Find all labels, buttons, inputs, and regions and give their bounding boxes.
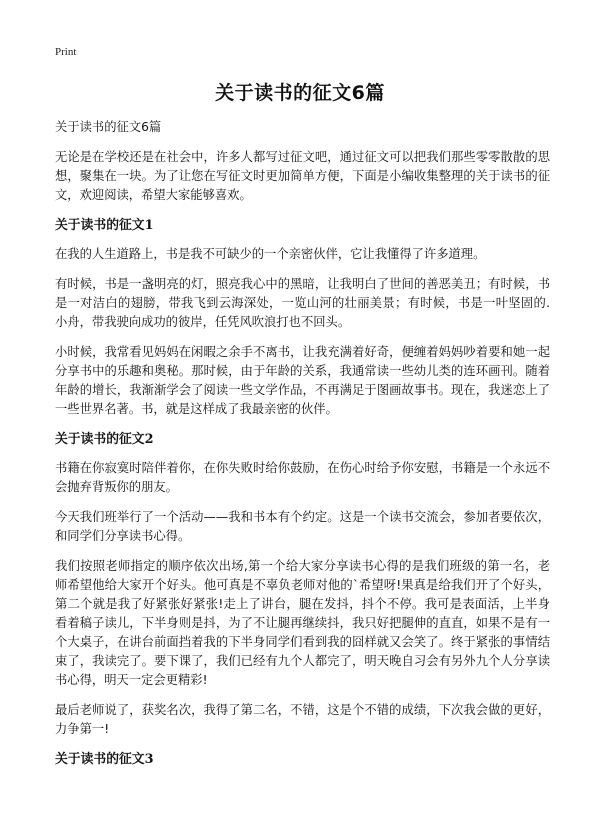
print-link[interactable]: Print xyxy=(55,46,77,58)
intro-paragraph: 无论是在学校还是在社会中，许多人都写过征文吧，通过征文可以把我们那些零零散散的思想，聚集在一块。为了让您在写征文时更加简单方便，下面是小编收集整理的关于读书的征文，欢迎阅读，希望大家能够喜欢。 xyxy=(55,150,550,202)
section-heading-1: 关于读书的征文1 xyxy=(55,218,154,233)
article-subtitle: 关于读书的征文6篇 xyxy=(55,120,162,134)
section-heading-2: 关于读书的征文2 xyxy=(55,432,154,447)
section-1-paragraph-3: 小时候，我常看见妈妈在闲暇之余手不离书，让我充满着好奇，便缠着妈妈吵着要和她一起分享书中的乐趣和奥秘。那时候，由于年龄的关系，我通常读一些幼儿类的连环画刊。随着年龄的增长，我渐渐学会了阅读一些文学作品，不再满足于图画故事书。现在，我迷恋上了一些世界名著。书，就是这样成了我最亲密的伙伴。 xyxy=(55,345,550,416)
section-1-paragraph-2: 有时候，书是一盏明亮的灯，照亮我心中的黑暗，让我明白了世间的善恶美丑；有时候，书是一对洁白的翅膀，带我飞到云海深处，一览山河的壮丽美景；有时候，书是一叶坚固的.小舟，带我驶向成功的彼岸，任凭风吹浪打也不回头。 xyxy=(55,277,550,329)
page-title: 关于读书的征文6篇 xyxy=(215,82,385,104)
section-1-paragraph-1: 在我的人生道路上，书是我不可缺少的一个亲密伙伴，它让我懂得了许多道理。 xyxy=(55,247,486,261)
section-2-paragraph-4: 最后老师说了，获奖名次，我得了第二名，不错，这是个不错的成绩，下次我会做的更好，力争第一! xyxy=(55,703,550,736)
section-2-paragraph-2: 今天我们班举行了一个活动——我和书本有个约定。这是一个读书交流会，参加者要依次，和同学们分享读书心得。 xyxy=(55,510,550,543)
section-2-paragraph-1: 书籍在你寂寞时陪伴着你，在你失败时给你鼓励，在伤心时给予你安慰，书籍是一个永远不会抛弃背叛你的朋友。 xyxy=(55,461,550,494)
section-2-paragraph-3: 我们按照老师指定的顺序依次出场,第一个给大家分享读书心得的是我们班级的第一名，老师希望他给大家开个好头。他可真是不辜负老师对他的`希望呀!果真是给我们开了个好头，第二个就是我了好紧张好紧张!走上了讲台，腿在发抖，抖个不停。我可是表面活，上半身看着稿子读儿，下半身则是抖，为了不让腿再继续抖，我只好把腿伸的直直，如果不是有一个大桌子，在讲台前面挡着我的下半身同学们看到我的囧样就又会笑了。终于紧张的事情结束了，我读完了。要下课了，我们已经有九个人都完了，明天晚自习会有另外九个人分享读书心得，明天一定会更精彩! xyxy=(55,559,550,687)
article-body xyxy=(55,118,550,779)
section-heading-3: 关于读书的征文3 xyxy=(55,752,154,767)
